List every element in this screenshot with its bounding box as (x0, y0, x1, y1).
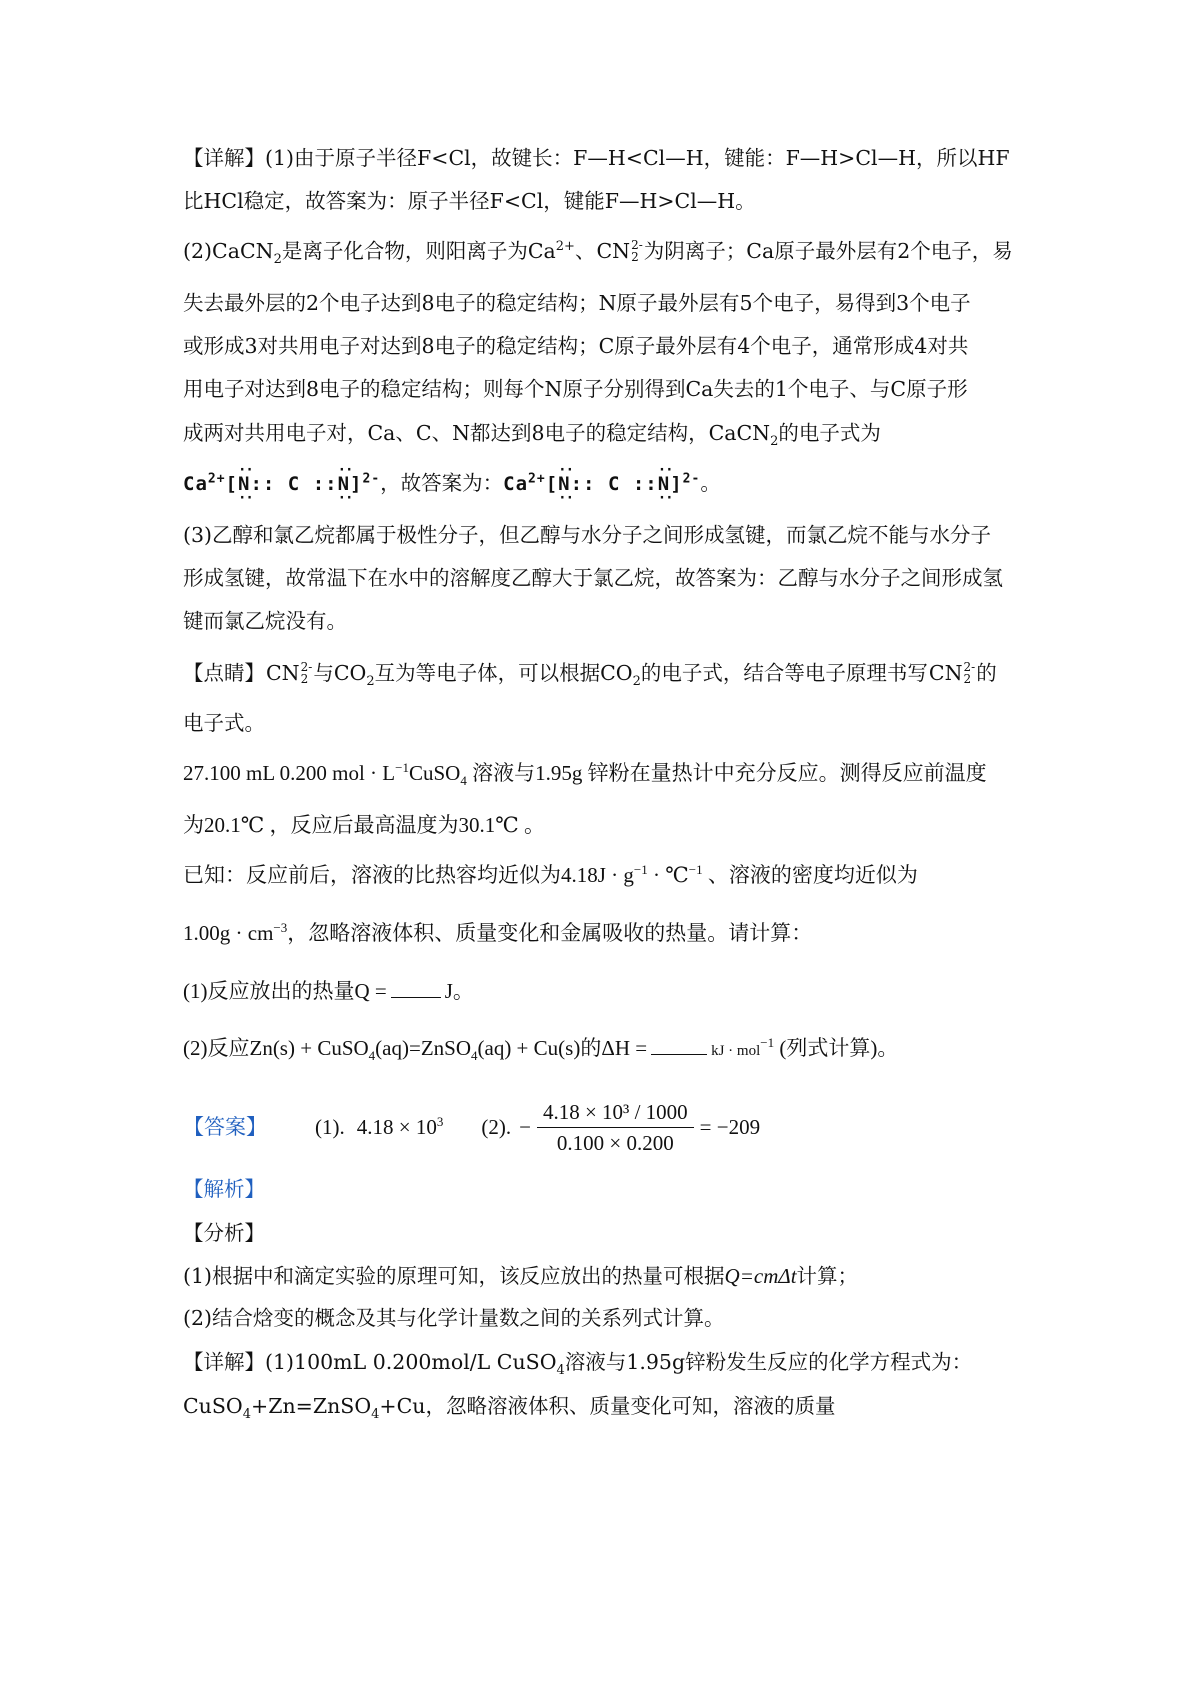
q27-line-1: 27.100 mL 0.200 mol · $L^{-1}CuSO_4$ 溶液与1.95g 锌粉在量热计中充分反应。测得反应前温度 (183, 760, 987, 789)
electron-formula-line: $Ca^{2+}[\cdot\cdot N$ ··:: C ::·· N ··]$^{2-}$，故答案为：$Ca^{2+}[\cdot\cdot N$ ··:: C ::·· N ··]$^{2-}$。 (183, 470, 721, 497)
detail-line-2: 比HCl稳定，故答案为：原子半径F<Cl，键能F—H>Cl—H。 (183, 189, 756, 213)
detail-line-11: 键而氯乙烷没有。 (183, 609, 347, 633)
detail-line-4: 失去最外层的2个电子达到8电子的稳定结构；N原子最外层有5个电子，易得到3个电子 (183, 291, 971, 315)
answer-blank-2 (651, 1036, 707, 1055)
detail-line-10: 形成氢键，故常温下在水中的溶解度乙醇大于氯乙烷，故答案为：乙醇与水分子之间形成氢 (183, 566, 1003, 590)
detail2-line-2: CuSO$_4$+Zn=ZnSO$_4$+Cu，忽略溶液体积、质量变化可知，溶液的质量 (183, 1394, 836, 1423)
q27-line-4: $1.00g \cdot cm^{-3}$，忽略溶液体积、质量变化和金属吸收的热量。请计算： (183, 920, 813, 945)
electron-formula-1: $Ca^{2+}[\cdot\cdot N$ ··:: C ::·· N ··]$^{2-}$ (183, 473, 380, 495)
detail-line-9: (3)乙醇和氯乙烷都属于极性分子，但乙醇与水分子之间形成氢键，而氯乙烷不能与水分子 (183, 523, 992, 547)
answer-blank-1 (391, 979, 441, 998)
detail-text: (1)由于原子半径F<Cl，故键长：F—H<Cl—H，键能：F—H>Cl—H，所以HF (265, 146, 1010, 170)
answer-line: 【答案】 (1). $4.18 \times 10^3$ (2). − $\frac{\text{4.18 × 10³ / 1000}}{0.100 \times 0.200}$ = −209 (183, 1099, 761, 1155)
answer-label: 【答案】 (183, 1115, 267, 1139)
cn2-ion: CN 2- 2 (596, 237, 643, 264)
jiexi-label: 【解析】 (183, 1177, 265, 1201)
fenxi-label: 【分析】 (183, 1221, 265, 1245)
detail2-heading: 【详解】 (183, 1350, 265, 1374)
dianjing-line-1: 【点睛】CN 2- 2 与$CO_2$互为等电子体，可以根据$CO_2$的电子式，结合等电子原理书写CN 2- 2 的 (183, 659, 997, 690)
detail-line-5: 或形成3对共用电子对达到8电子的稳定结构；C原子最外层有4个电子，通常形成4对共 (183, 334, 969, 358)
fenxi-line-2: (2)结合焓变的概念及其与化学计量数之间的关系列式计算。 (183, 1306, 725, 1330)
detail-line-3: (2)CaCN$_2$是离子化合物，则阳离子为$Ca^{2+}$、CN 2- 2 为阴离子；Ca原子最外层有2个电子，易 (183, 237, 1013, 268)
q27-line-6: (2)反应Zn(s) + CuSO$_4$(aq)=ZnSO$_4$(aq) + Cu(s)的ΔH = kJ · mol$^{-1}$ (列式计算)。 (183, 1035, 899, 1064)
q27-line-2: 为20.1℃ ，反应后最高温度为30.1℃ 。 (183, 813, 545, 837)
fenxi-line-1: (1)根据中和滴定实验的原理可知，该反应放出的热量可根据Q=cmΔt计算； (183, 1264, 859, 1288)
q27-line-5: (1)反应放出的热量Q = J。 (183, 979, 474, 1003)
detail-line-7: 成两对共用电子对，Ca、C、N都达到8电子的稳定结构，CaCN$_2$的电子式为 (183, 421, 881, 450)
answer-1-value: $4.18 \times 10^3$ (356, 1114, 444, 1139)
q27-line-3: 已知：反应前后，溶液的比热容均近似为$4.18J \cdot g^{-1}$ · ℃$^{-1}$ 、溶液的密度均近似为 (183, 862, 918, 887)
answer-2-fraction: $\frac{\text{4.18 × 10³ / 1000}}{0.100 \times 0.200}$ (537, 1099, 694, 1156)
detail-line-6: 用电子对达到8电子的稳定结构；则每个N原子分别得到Ca失去的1个电子、与C原子形 (183, 377, 968, 401)
detail2-line-1: 【详解】(1)100mL 0.200mol/L CuSO$_4$溶液与1.95g锌粉发生反应的化学方程式为： (183, 1350, 973, 1379)
dianjing-line-2: 电子式。 (183, 711, 265, 735)
electron-formula-2: $Ca^{2+}[\cdot\cdot N$ ··:: C ::·· N ··]$^{2-}$ (503, 473, 700, 495)
detail-heading: 【详解】 (183, 146, 265, 170)
dianjing-heading: 【点睛】 (183, 661, 265, 685)
detail-line-1 (183, 145, 1010, 171)
